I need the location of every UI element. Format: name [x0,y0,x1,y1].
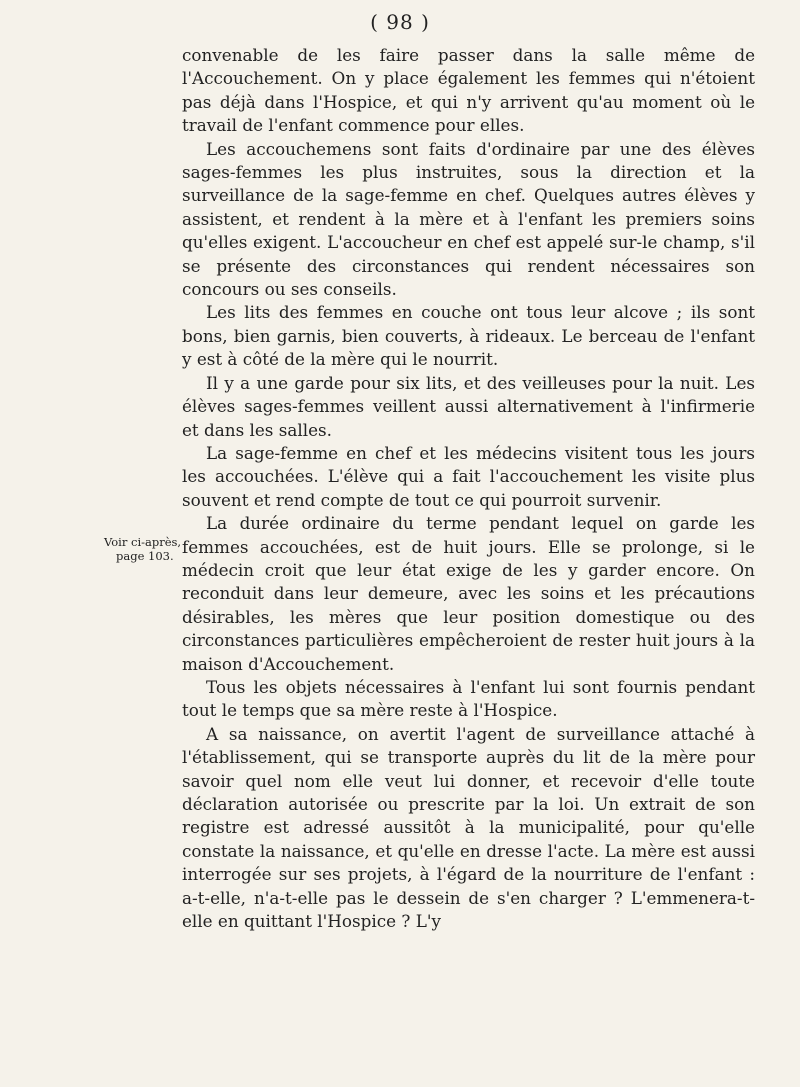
paragraph: La durée ordinaire du terme pendant lequel on garde les femmes accouchées, est de huit jours. Elle se prolonge, si le médecin croit que leur état exige de les y garder encore. On reconduit dans leur demeure, avec les soins et les précautions désirables, les mères que leur position domestique ou des circonstances particulières empêcheroient de rester huit jours à la maison d'Accouchement. [182,513,755,674]
paragraph: convenable de les faire passer dans la salle même de l'Accouchement. On y place également les femmes qui n'étoient pas déjà dans l'Hospice, et qui n'y arrivent qu'au moment où le travail de l'enfant commence pour elles. [182,45,755,136]
paragraph: Les accouchemens sont faits d'ordinaire par une des élèves sages-femmes les plus instruites, sous la direction et la surveillance de la sage-femme en chef. Quelques autres élèves y assistent, et rendent à la mère et à l'enfant les premiers soins qu'elles exigent. L'accoucheur en chef est appelé sur-le champ, s'il se présente des circonstances qui rendent nécessaires son concours ou ses conseils. [182,138,755,300]
margin-note [104,535,184,563]
body-text [182,44,755,933]
paragraph: Il y a une garde pour six lits, et des veilleuses pour la nuit. Les élèves sages-femmes veillent aussi alternativement à l'infirmerie et dans les salles. [182,372,755,440]
paragraph: A sa naissance, on avertit l'agent de surveillance attaché à l'établissement, qui se transporte auprès du lit de la mère pour savoir quel nom elle veut lui donner, et recevoir d'elle toute déclaration autorisée ou prescrite par la loi. Un extrait de son registre est adressé aussitôt à la municipalité, pour qu'elle constate la naissance, et qu'elle en dresse l'acte. La mère est aussi interrogée sur ses projets, à l'égard de la nourriture de l'enfant : a-t-elle, n'a-t-elle pas le dessein de s'en charger ? L'emmenera-t-elle en quittant l'Hospice ? L'y [182,723,755,932]
page-number: ( 98 ) [370,10,430,34]
margin-note-line: Voir ci-après, [104,535,182,549]
paragraph: La sage-femme en chef et les médecins visitent tous les jours les accouchées. L'élève qui a fait l'accouchement les visite plus souvent et rend compte de tout ce qui pourroit survenir. [182,442,755,510]
margin-note-line: page 103. [116,549,174,563]
paragraph: Les lits des femmes en couche ont tous leur alcove ; ils sont bons, bien garnis, bien couverts, à rideaux. Le berceau de l'enfant y est à côté de la mère qui le nourrit. [182,302,755,370]
paragraph: Tous les objets nécessaires à l'enfant lui sont fournis pendant tout le temps que sa mère reste à l'Hospice. [182,676,755,721]
